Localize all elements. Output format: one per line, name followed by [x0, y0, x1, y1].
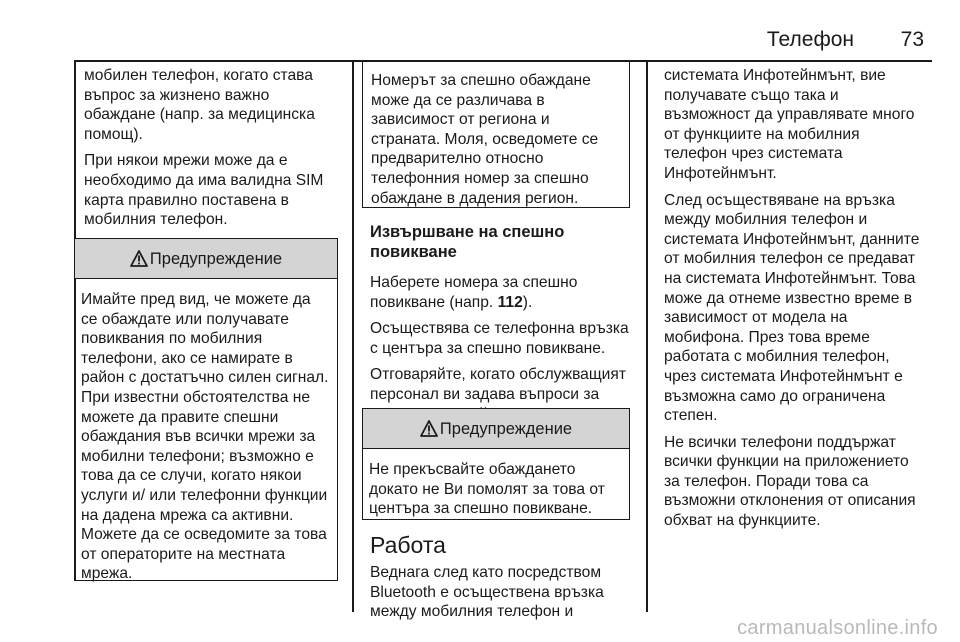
column-3	[664, 66, 926, 538]
page-header	[0, 26, 960, 56]
warning-header	[75, 239, 337, 279]
operation-section	[370, 532, 636, 629]
paragraph: Веднага след като посредством Bluetooth е осъществена връзка между мобилния телефон и	[370, 564, 604, 621]
paragraph: мобилен телефон, когато става въпрос за жизнено важно обаждане (напр. за медицинска помощ).	[84, 67, 315, 143]
column-rule-middle	[352, 60, 354, 612]
warning-title: Предупреждение	[149, 250, 283, 268]
column-1	[84, 66, 344, 237]
column-rule-right	[646, 60, 648, 612]
warning-header	[363, 409, 629, 449]
paragraph: системата Инфотейнмънт, вие получавате също така и възможност да управлявате много от функциите на мобилния телефон чрез системата Инфотейнмънт.	[664, 67, 915, 182]
paragraph: Отговаряйте, когато обслужващият персонал ви задава въпроси за	[370, 366, 626, 403]
warning-title: Предупреждение	[439, 420, 573, 438]
paragraph: Не всички телефони поддържат всички функции на приложението за телефон. Поради това са възможни отклонения от описания обхват на функциите.	[664, 433, 916, 530]
page-number: 73	[900, 28, 924, 51]
operation-title: Работа	[370, 532, 446, 558]
warning-box-1	[74, 238, 338, 581]
note-text: Номерът за спешно обаждане може да се различава в зависимост от региона и страната. Моля, осведомете се предварително относно телефонния номер за спешно обаждане в дадения регион.	[371, 72, 599, 207]
paragraph: При някои мрежи може да е необходимо да има валидна SIM карта правилно поставена в мобилния телефон.	[84, 152, 324, 229]
header-title: Телефон	[766, 28, 854, 51]
warning-triangle-icon	[130, 242, 148, 282]
paragraph: Осъществява се телефонна връзка с центъра за спешно повикване.	[370, 320, 629, 357]
warning-triangle-icon	[420, 412, 438, 452]
warning-text: Имайте пред вид, че можете да се обаждате или получавате повиквания по мобилния телефони, ако се намирате в район с достатъчно силен сигнал. При известни обстоятелства не можете да правите спешни обаждания във всички мрежи за мобилни телефони; възможно е това да се случи, когато някои услуги и/ или телефонни функции на дадена мрежа са активни. Можете да се осведомите за това от операторите на местната мрежа.	[81, 291, 329, 583]
warning-text: Не прекъсвайте обаждането докато не Ви помолят за това от центъра за спешно повикване.	[369, 461, 605, 518]
column-2	[370, 222, 636, 431]
warning-box-2	[362, 408, 630, 520]
paragraph: Наберете номера за спешно повикване (напр. 112).	[370, 274, 578, 311]
watermark: carmanualsonline.info	[737, 617, 938, 639]
section-title: Извършване на спешно повикване	[370, 223, 565, 261]
emergency-number: 112	[497, 293, 523, 311]
note-box	[362, 60, 630, 208]
paragraph: След осъществяване на връзка между мобилния телефон и системата Инфотейнмънт, данните от мобилния телефон се предават на системата Инфотейнмънт. Това може да отнеме известно време в зависимост от модела на мобифона. През това време работата с мобилния телефон, чрез системата Инфотейнмънт е възможна само до ограничена степен.	[664, 191, 920, 425]
